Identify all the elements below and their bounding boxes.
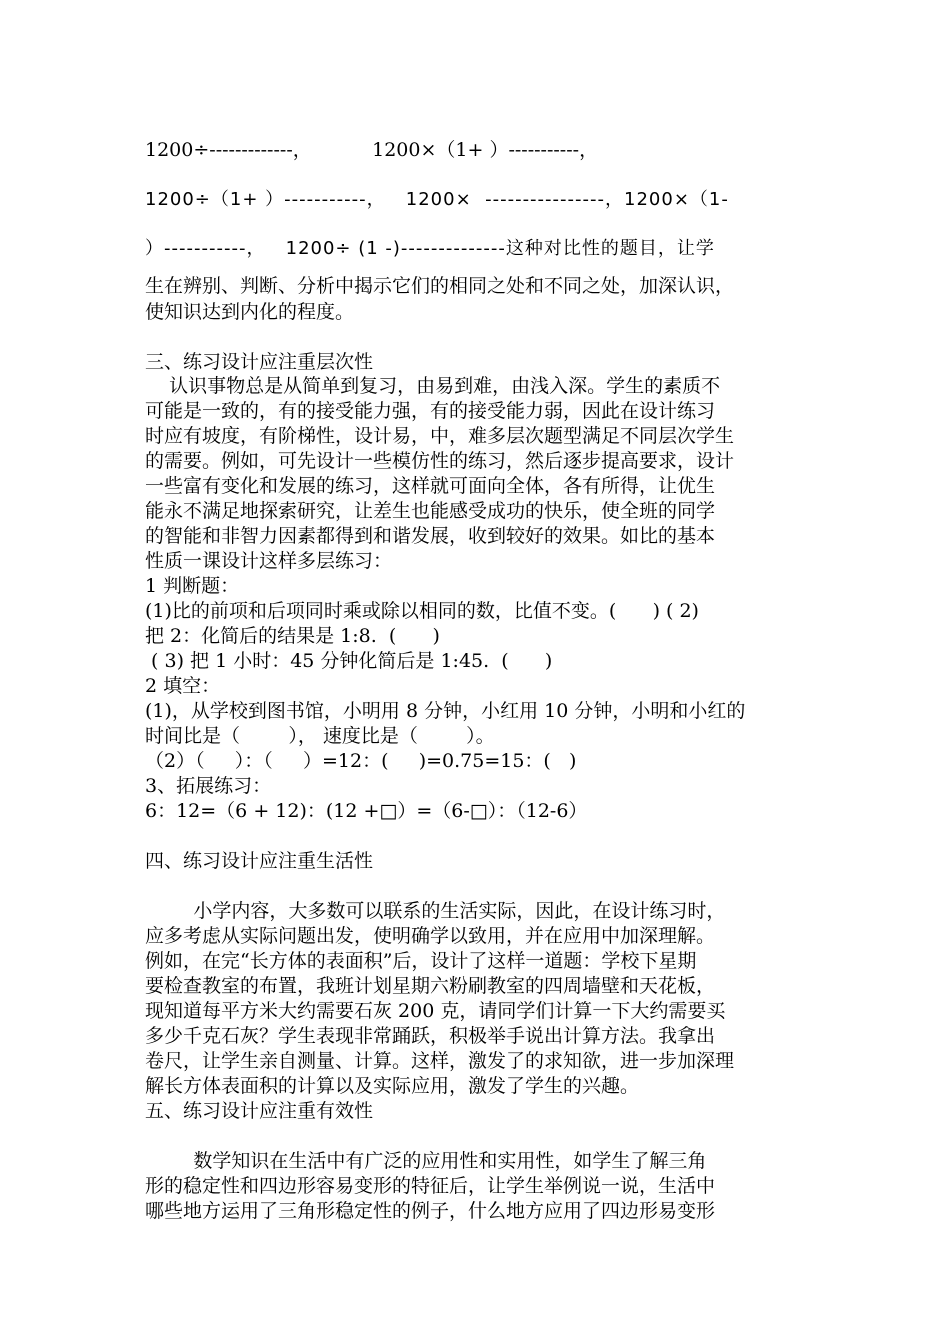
paragraph-line: 要检查教室的布置，我班计划星期六粉刷教室的四周墙壁和天花板， [145,975,716,997]
paragraph-line: 时应有坡度，有阶梯性，设计易，中，难多层次题型满足不同层次学生 [145,425,735,447]
paragraph-line: 例如，在完“长方体的表面积”后，设计了这样一道题：学校下星期 [145,950,697,972]
exercise-heading: 2 填空： [145,675,221,697]
paragraph-line: 能永不满足地探索研究，让差生也能感受成功的快乐，使全班的同学 [145,500,716,522]
exercise-line: （2）（ ）：（ ）=12：( )=0.75=15：( ) [145,750,577,772]
paragraph-line: 现知道每平方米大约需要石灰 200 克，请同学们计算一下大约需要买 [145,1000,726,1022]
paragraph-line: 解长方体表面积的计算以及实际应用，激发了学生的兴趣。 [145,1075,640,1097]
paragraph-line: 哪些地方运用了三角形稳定性的例子，什么地方应用了四边形易变形 [145,1200,716,1222]
paragraph-line: 生在辨别、判断、分析中揭示它们的相同之处和不同之处，加深认识， [145,275,735,297]
formula-line-2: 1200÷（1+ ）-----------， 1200× ----------------，1200×（1- [145,189,729,210]
exercise-line: 时间比是（ ）， 速度比是（ ）。 [145,725,495,747]
paragraph-line: 形的稳定性和四边形容易变形的特征后，让学生举例说一说，生活中 [145,1175,716,1197]
exercise-line: 把 2：化简后的结果是 1:8. ( ) [145,625,440,647]
exercise-heading: 1 判断题： [145,575,240,597]
paragraph-line: 数学知识在生活中有广泛的应用性和实用性，如学生了解三角 [145,1150,707,1172]
paragraph-line: 卷尺，让学生亲自测量、计算。这样，激发了的求知欲，进一步加深理 [145,1050,735,1072]
exercise-heading: 3、拓展练习： [145,775,272,797]
paragraph-line: 的智能和非智力因素都得到和谐发展，收到较好的效果。如比的基本 [145,525,716,547]
paragraph-line: 性质一课设计这样多层练习： [145,550,393,572]
paragraph-line: 认识事物总是从简单到复习，由易到难，由浅入深。学生的素质不 [145,375,721,397]
exercise-line: 6：12=（6 + 12)：(12 +□）=（6-□）：（12-6） [145,800,588,822]
paragraph-line: 使知识达到内化的程度。 [145,301,355,323]
section-heading-4: 四、练习设计应注重生活性 [145,850,374,872]
exercise-line: (1)比的前项和后项同时乘或除以相同的数，比值不变。( ) ( 2) [145,600,699,622]
paragraph-line: 可能是一致的，有的接受能力强，有的接受能力弱，因此在设计练习 [145,400,716,422]
paragraph-line: 多少千克石灰？学生表现非常踊跃，积极举手说出计算方法。我拿出 [145,1025,716,1047]
paragraph-line: 小学内容，大多数可以联系的生活实际，因此，在设计练习时， [145,900,726,922]
paragraph-line: 一些富有变化和发展的练习，这样就可面向全体，各有所得，让优生 [145,475,716,497]
section-heading-3: 三、练习设计应注重层次性 [145,351,374,373]
exercise-line: (1)，从学校到图书馆，小明用 8 分钟，小红用 10 分钟，小明和小红的 [145,700,746,722]
paragraph-line: 的需要。例如，可先设计一些模仿性的练习，然后逐步提高要求，设计 [145,450,735,472]
paragraph-line: 应多考虑从实际问题出发，使明确学以致用，并在应用中加深理解。 [145,925,716,947]
exercise-line: ( 3) 把 1 小时：45 分钟化简后是 1:45. ( ) [145,650,553,672]
formula-line-1: 1200÷-------------， 1200×（1+ ）-----------， [145,139,599,161]
section-heading-5: 五、练习设计应注重有效性 [145,1100,374,1122]
formula-line-3: ）-----------， 1200÷ (1 -)--------------这种对比性的题目，让学 [145,238,715,259]
